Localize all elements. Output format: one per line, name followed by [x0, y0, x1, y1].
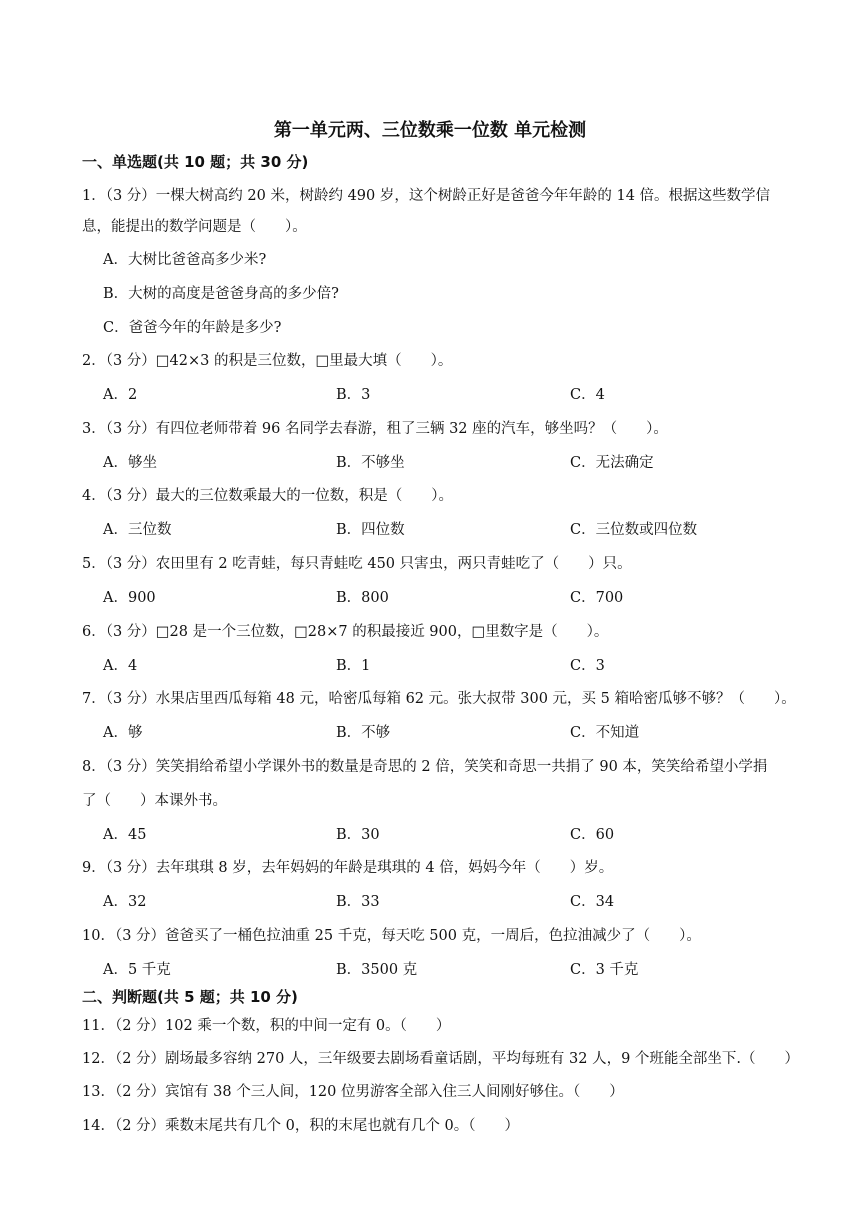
question-1-option-b: B．大树的高度是爸爸身高的多少倍? [103, 286, 339, 302]
question-4-options [103, 518, 823, 538]
question-8-options [103, 823, 823, 843]
question-2-options [103, 383, 823, 403]
question-1-text: 1．（3 分）一棵大树高约 20 米，树龄约 490 岁，这个树龄正好是爸爸今年年龄的 14 倍。根据这些数学信 [82, 188, 771, 204]
question-8-text-cont: 了（ ）本课外书。 [82, 793, 227, 809]
question-11-text: 11．（2 分）102 乘一个数，积的中间一定有 0。（ ） [82, 1018, 451, 1034]
question-7-text: 7．（3 分）水果店里西瓜每箱 48 元，哈密瓜每箱 62 元。张大叔带 300 元，买 5 箱哈密瓜够不够？（ ）。 [82, 691, 796, 707]
question-7-option-c: C．不知道 [570, 725, 640, 741]
question-4-option-b: B．四位数 [336, 522, 405, 538]
question-9-option-a: A．32 [103, 894, 147, 910]
question-9-text: 9．（3 分）去年琪琪 8 岁，去年妈妈的年龄是琪琪的 4 倍，妈妈今年（ ）岁。 [82, 860, 614, 876]
question-10-option-b: B．3500 克 [336, 962, 418, 978]
question-1-text-cont: 息，能提出的数学问题是（ ）。 [82, 219, 307, 235]
question-6-options [103, 654, 823, 674]
question-8-option-c: C．60 [570, 827, 615, 843]
question-10-options [103, 958, 823, 978]
question-1-option-a: A．大树比爸爸高多少米? [103, 252, 267, 268]
question-9-options [103, 890, 823, 910]
question-10-option-c: C．3 千克 [570, 962, 639, 978]
section-heading-single-choice: 一、单选题(共 10 题；共 30 分) [82, 153, 309, 171]
question-14-text: 14．（2 分）乘数末尾共有几个 0，积的末尾也就有几个 0。（ ） [82, 1118, 519, 1134]
question-4-option-c: C．三位数或四位数 [570, 522, 698, 538]
page-title: 第一单元两、三位数乘一位数 单元检测 [273, 120, 587, 141]
question-5-option-c: C．700 [570, 590, 624, 606]
question-6-text: 6．（3 分）□28 是一个三位数，□28×7 的积最接近 900，□里数字是（ ）。 [82, 624, 609, 640]
question-3-options [103, 451, 823, 471]
question-5-options [103, 586, 823, 606]
question-1-option-c: C．爸爸今年的年龄是多少? [103, 320, 282, 336]
question-6-option-b: B．1 [336, 658, 371, 674]
question-13-text: 13．（2 分）宾馆有 38 个三人间，120 位男游客全部入住三人间刚好够住。（ ） [82, 1084, 624, 1100]
question-5-text: 5．（3 分）农田里有 2 吃青蛙，每只青蛙吃 450 只害虫，两只青蛙吃了（ ）只。 [82, 556, 632, 572]
question-4-text: 4．（3 分）最大的三位数乘最大的一位数，积是（ ）。 [82, 488, 454, 504]
question-5-option-a: A．900 [103, 590, 156, 606]
question-3-option-c: C．无法确定 [570, 455, 654, 471]
question-2-option-b: B．3 [336, 387, 371, 403]
question-9-option-c: C．34 [570, 894, 615, 910]
question-8-text: 8．（3 分）笑笑捐给希望小学课外书的数量是奇思的 2 倍，笑笑和奇思一共捐了 90 本，笑笑给希望小学捐 [82, 759, 768, 775]
question-8-option-b: B．30 [336, 827, 380, 843]
question-5-option-b: B．800 [336, 590, 389, 606]
question-6-option-a: A．4 [103, 658, 138, 674]
question-4-option-a: A．三位数 [103, 522, 172, 538]
question-7-option-b: B．不够 [336, 725, 391, 741]
question-9-option-b: B．33 [336, 894, 380, 910]
question-10-option-a: A．5 千克 [103, 962, 171, 978]
question-3-option-b: B．不够坐 [336, 455, 405, 471]
question-7-option-a: A．够 [103, 725, 143, 741]
question-8-option-a: A．45 [103, 827, 147, 843]
question-10-text: 10．（3 分）爸爸买了一桶色拉油重 25 千克，每天吃 500 克，一周后，色拉油减少了（ ）。 [82, 928, 701, 944]
section-heading-true-false: 二、判断题(共 5 题；共 10 分) [82, 988, 298, 1006]
question-2-text: 2．（3 分）□42×3 的积是三位数，□里最大填（ ）。 [82, 353, 453, 369]
question-2-option-a: A．2 [103, 387, 138, 403]
question-3-option-a: A．够坐 [103, 455, 157, 471]
question-3-text: 3．（3 分）有四位老师带着 96 名同学去春游，租了三辆 32 座的汽车，够坐吗？（ ）。 [82, 421, 668, 437]
question-7-options [103, 721, 823, 741]
question-2-option-c: C．4 [570, 387, 605, 403]
question-12-text: 12．（2 分）剧场最多容纳 270 人，三年级要去剧场看童话剧，平均每班有 32 人，9 个班能全部坐下.（ ） [82, 1051, 800, 1067]
question-6-option-c: C．3 [570, 658, 605, 674]
